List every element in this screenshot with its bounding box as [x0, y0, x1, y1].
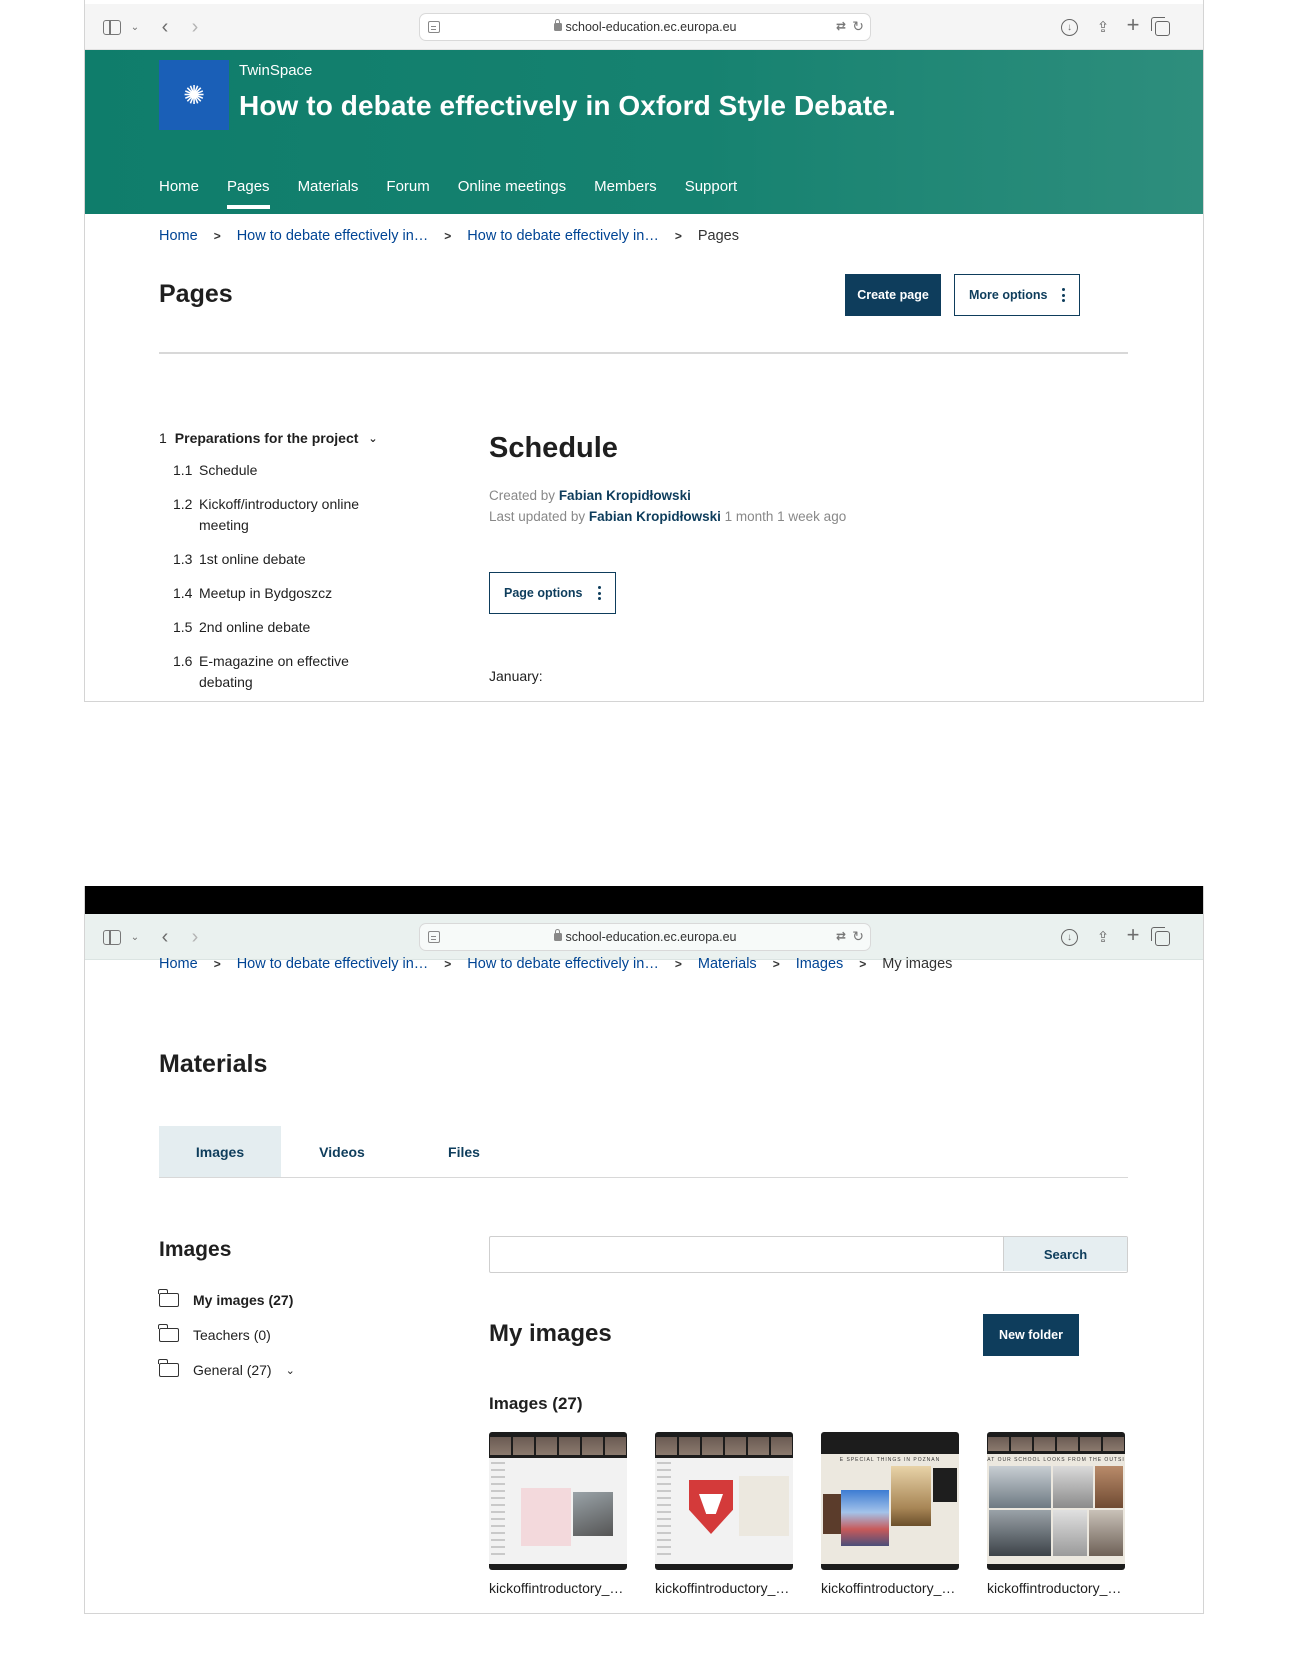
tree-item-number: 1.3 — [173, 551, 193, 567]
lock-icon — [554, 23, 562, 31]
nav-online-meetings[interactable]: Online meetings — [457, 178, 567, 195]
image-card[interactable] — [489, 1432, 627, 1596]
tree-parent-label: Preparations for the project — [174, 430, 359, 446]
url-label: school-education.ec.europa.eu — [565, 930, 737, 944]
tree-item-2nd-debate[interactable] — [159, 617, 399, 638]
breadcrumb-separator-icon: > — [444, 957, 452, 971]
page-options-label: Page options — [504, 586, 583, 600]
tree-item-number: 1.4 — [173, 585, 193, 601]
back-arrow-icon[interactable]: ‹ — [161, 925, 169, 948]
tree-item-label: Meetup in Bydgoszcz — [199, 585, 333, 601]
site-header — [85, 50, 1203, 214]
reload-icon[interactable]: ↻ — [852, 928, 864, 944]
breadcrumb-separator-icon: > — [674, 957, 682, 971]
image-caption[interactable]: kickoffintroductory_… — [489, 1580, 624, 1596]
section-title: My images — [489, 1320, 612, 1347]
slide-photo — [989, 1510, 1051, 1556]
tab-overview-icon[interactable] — [1155, 931, 1170, 946]
browser-window-pages — [84, 0, 1204, 702]
url-text — [420, 20, 870, 34]
downloads-icon[interactable]: ↓ — [1061, 19, 1078, 36]
slide-photo — [1089, 1510, 1123, 1556]
tab-videos[interactable]: Videos — [319, 1143, 365, 1160]
nav-forum[interactable]: Forum — [386, 178, 430, 195]
brand-name[interactable]: TwinSpace — [239, 62, 313, 79]
tree-item-label: 2nd online debate — [199, 619, 311, 635]
slide-photo — [823, 1494, 841, 1534]
slide-banner: E SPECIAL THINGS IN POZNAN — [821, 1456, 959, 1464]
slide-sidebar — [657, 1462, 671, 1558]
nav-home[interactable]: Home — [159, 178, 200, 195]
slide-photo — [891, 1466, 931, 1526]
folder-icon — [159, 1328, 179, 1342]
browser-toolbar — [85, 914, 1203, 960]
breadcrumb-separator-icon: > — [213, 229, 221, 243]
updated-by-author[interactable]: Fabian Kropidłowski — [588, 509, 721, 524]
image-thumbnail[interactable] — [987, 1432, 1125, 1570]
breadcrumb — [159, 956, 952, 972]
folder-list — [159, 1290, 295, 1395]
folder-icon — [159, 1363, 179, 1377]
materials-tabs — [159, 1126, 1128, 1178]
tree-item-label: Kickoff/introductory online meeting — [199, 496, 360, 533]
breadcrumb — [159, 228, 739, 244]
slide-photo — [1053, 1466, 1093, 1508]
folder-label: General (27) — [193, 1362, 272, 1378]
translate-icon[interactable]: ⇄ — [835, 929, 846, 943]
chevron-down-icon[interactable]: ⌄ — [130, 21, 140, 33]
tree-item-emagazine[interactable] — [159, 651, 399, 693]
image-card[interactable] — [655, 1432, 793, 1596]
updated-ago: 1 month 1 week ago — [724, 509, 847, 524]
breadcrumb-separator-icon: > — [674, 229, 682, 243]
folder-my-images[interactable] — [159, 1290, 295, 1310]
nav-members[interactable]: Members — [594, 178, 657, 195]
slide-banner: AT OUR SCHOOL LOOKS FROM THE OUTSI — [987, 1457, 1125, 1463]
image-thumbnail[interactable] — [655, 1432, 793, 1570]
slide-panel — [739, 1476, 789, 1536]
slide-area — [821, 1454, 959, 1564]
sidebar-toggle-icon[interactable] — [103, 20, 121, 35]
breadcrumb-twinspace[interactable]: How to debate effectively in… — [467, 228, 659, 244]
chevron-down-icon[interactable]: ⌄ — [285, 1364, 295, 1377]
video-strip — [489, 1436, 627, 1456]
new-tab-icon[interactable]: + — [1126, 922, 1140, 947]
breadcrumb-home[interactable]: Home — [159, 956, 198, 972]
page-content-text: January: — [489, 668, 543, 684]
tree-item-schedule[interactable] — [159, 460, 399, 481]
tree-item-number: 1.6 — [173, 653, 193, 669]
kebab-menu-icon — [598, 586, 601, 600]
breadcrumb-separator-icon: > — [772, 957, 780, 971]
updated-by-label: Last updated by — [489, 509, 586, 524]
folder-label: Teachers (0) — [193, 1327, 271, 1343]
image-card[interactable] — [821, 1432, 959, 1596]
address-bar[interactable] — [419, 13, 871, 41]
slide-panel — [521, 1488, 571, 1546]
image-grid — [489, 1432, 1125, 1596]
breadcrumb-separator-icon: > — [213, 957, 221, 971]
more-options-label: More options — [969, 288, 1048, 302]
breadcrumb-separator-icon: > — [859, 957, 867, 971]
slide-photo — [573, 1492, 613, 1536]
nav-support[interactable]: Support — [684, 178, 738, 195]
downloads-icon[interactable]: ↓ — [1061, 929, 1078, 946]
tree-item-1st-debate[interactable] — [159, 549, 399, 570]
slide-photo — [1053, 1510, 1087, 1556]
tree-parent-number: 1 — [159, 430, 167, 446]
slide-sidebar — [491, 1462, 505, 1558]
tree-parent-item[interactable] — [159, 430, 399, 446]
breadcrumb-separator-icon: > — [444, 229, 452, 243]
back-arrow-icon[interactable]: ‹ — [161, 15, 169, 38]
breadcrumb-twinspace[interactable]: How to debate effectively in… — [467, 956, 659, 972]
breadcrumb-current: Pages — [697, 228, 739, 244]
tab-files[interactable]: Files — [448, 1143, 480, 1160]
slide-area — [655, 1458, 793, 1564]
slide-photo — [933, 1468, 957, 1502]
image-thumbnail[interactable] — [489, 1432, 627, 1570]
main-nav — [159, 178, 765, 209]
page-heading: Schedule — [489, 432, 618, 464]
search-button[interactable]: Search — [1003, 1237, 1127, 1271]
tab-overview-icon[interactable] — [1155, 21, 1170, 36]
image-card[interactable] — [987, 1432, 1125, 1596]
tree-item-label: 1st online debate — [199, 551, 306, 567]
share-icon[interactable]: ⇪ — [1096, 929, 1110, 946]
forward-arrow-icon[interactable]: › — [191, 925, 199, 948]
chevron-down-icon[interactable]: ⌄ — [130, 931, 140, 943]
page-title: Pages — [159, 280, 233, 308]
window-top-edge — [85, 886, 1203, 914]
folder-teachers[interactable] — [159, 1325, 295, 1345]
images-count: Images (27) — [489, 1394, 583, 1413]
sidebar-heading: Images — [159, 1238, 232, 1261]
new-tab-icon[interactable]: + — [1126, 12, 1140, 37]
more-options-button[interactable] — [954, 274, 1080, 316]
slide-photo — [989, 1466, 1051, 1508]
search-box — [489, 1236, 1128, 1273]
page-options-button[interactable] — [489, 572, 616, 614]
image-caption[interactable]: kickoffintroductory_… — [655, 1580, 790, 1596]
breadcrumb-project[interactable]: How to debate effectively in… — [236, 956, 429, 972]
created-by-label: Created by — [489, 488, 556, 503]
tree-item-number: 1.2 — [173, 496, 193, 512]
breadcrumb-materials[interactable]: Materials — [697, 956, 757, 972]
search-input[interactable] — [490, 1237, 990, 1271]
video-strip — [655, 1436, 793, 1456]
image-caption[interactable]: kickoffintroductory_… — [821, 1580, 956, 1596]
url-text — [420, 930, 870, 944]
image-caption[interactable]: kickoffintroductory_… — [987, 1580, 1122, 1596]
page-tree — [159, 430, 399, 702]
sidebar-toggle-icon[interactable] — [103, 930, 121, 945]
share-icon[interactable]: ⇪ — [1096, 19, 1110, 36]
breadcrumb-current: My images — [882, 956, 953, 972]
tree-item-label: E-magazine on effective debating — [199, 653, 349, 690]
slide-area — [987, 1454, 1125, 1564]
url-label: school-education.ec.europa.eu — [565, 20, 737, 34]
nav-pages[interactable]: Pages — [227, 178, 270, 209]
slide-photo — [1095, 1466, 1123, 1508]
kebab-menu-icon — [1062, 288, 1065, 302]
slide-area — [489, 1458, 627, 1564]
breadcrumb-project[interactable]: How to debate effectively in… — [236, 228, 429, 244]
reload-icon[interactable]: ↻ — [852, 18, 864, 34]
tree-item-label: Schedule — [199, 462, 258, 478]
breadcrumb-home[interactable]: Home — [159, 228, 198, 244]
folder-general[interactable] — [159, 1360, 295, 1380]
tab-images[interactable]: Images — [159, 1126, 281, 1177]
slide-photo — [841, 1490, 889, 1546]
tree-item-number: 1.1 — [173, 462, 193, 478]
tree-item-number: 1.5 — [173, 619, 193, 635]
divider — [159, 352, 1128, 354]
page-title: Materials — [159, 1050, 268, 1078]
created-by-author[interactable]: Fabian Kropidłowski — [558, 488, 691, 503]
nav-materials[interactable]: Materials — [297, 178, 359, 195]
create-page-button[interactable]: Create page — [845, 274, 941, 316]
browser-window-materials — [84, 886, 1204, 1614]
translate-icon[interactable]: ⇄ — [835, 19, 846, 33]
folder-label: My images (27) — [193, 1292, 294, 1308]
updated-by-line — [489, 509, 846, 524]
new-folder-button[interactable]: New folder — [983, 1314, 1079, 1356]
tree-item-meetup[interactable] — [159, 583, 399, 604]
chevron-down-icon[interactable]: ⌄ — [368, 432, 378, 445]
address-bar[interactable] — [419, 923, 871, 951]
image-thumbnail[interactable] — [821, 1432, 959, 1570]
breadcrumb-images[interactable]: Images — [795, 956, 844, 972]
video-strip — [987, 1436, 1125, 1452]
coat-of-arms-icon — [689, 1480, 733, 1534]
lock-icon — [554, 933, 562, 941]
tree-item-kickoff[interactable] — [159, 494, 399, 536]
project-title: How to debate effectively in Oxford Style Debate. — [239, 90, 896, 121]
browser-toolbar — [85, 4, 1203, 50]
twinspace-logo[interactable]: ✺ — [159, 60, 229, 130]
forward-arrow-icon[interactable]: › — [191, 15, 199, 38]
folder-icon — [159, 1293, 179, 1307]
created-by-line — [489, 488, 691, 503]
